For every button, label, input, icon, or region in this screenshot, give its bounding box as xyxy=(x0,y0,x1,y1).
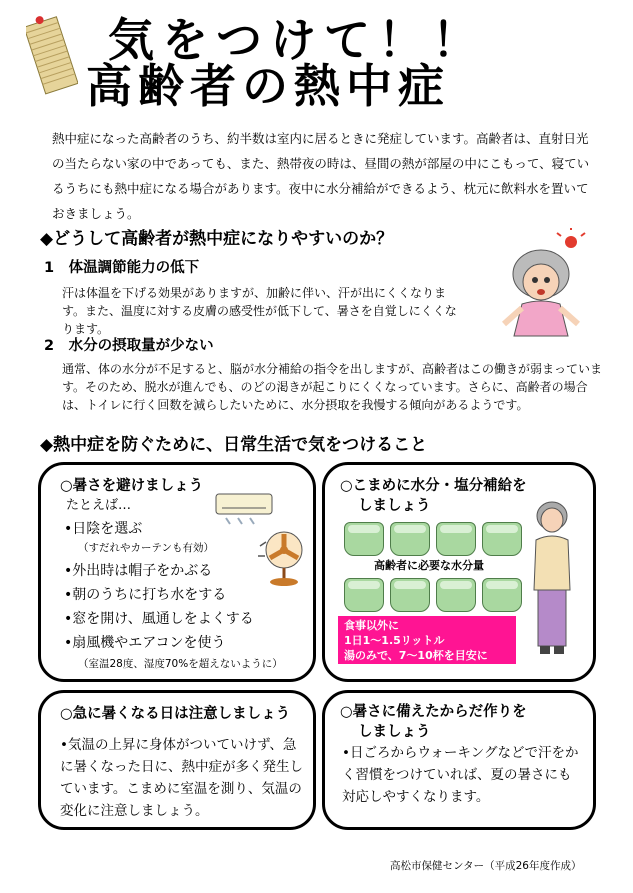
body-prep-title-line1: ○暑さに備えたからだ作りを xyxy=(340,704,527,720)
footer-credit: 高松市保健センター（平成26年度作成） xyxy=(390,860,582,872)
avoid-heat-note1: （すだれやカーテンも有効） xyxy=(78,542,214,554)
list-item: •扇風機やエアコンを使う xyxy=(64,635,226,651)
elderly-woman-standing-illustration xyxy=(524,500,580,660)
section1-item2-title: 2 水分の摂取量が少ない xyxy=(44,338,214,354)
electric-fan-icon xyxy=(256,528,308,588)
cup-icon xyxy=(344,578,384,612)
list-item: •外出時は帽子をかぶる xyxy=(64,563,213,579)
water-amount-line3: 湯のみで、7～10杯を目安に xyxy=(344,649,488,662)
body-prep-title-line2: しましょう xyxy=(358,724,431,740)
section1-item2-text: 通常、体の水分が不足すると、脳が水分補給の指令を出しますが、高齢者はこの働きが弱まっています。そのため、脱水が進んでも、のどの渇きが起こりにくくなっています。さらに、高齢者の場合は、トイレに行く回数を減らしたいために、水分摂取を我慢する傾向があるようです。 xyxy=(62,362,603,412)
cup-icon xyxy=(390,578,430,612)
water-amount-line1: 食事以外に xyxy=(344,619,399,632)
hydration-title-line2: しましょう xyxy=(358,498,431,514)
body-prep-text: •日ごろからウォーキングなどで汗をかく習慣をつけていれば、夏の暑さにも対応しやすくなります。 xyxy=(342,745,579,805)
sudare-illustration xyxy=(26,14,78,96)
avoid-heat-title: ○暑さを避けましょう xyxy=(60,478,204,494)
sudden-heat-text: •気温の上昇に身体がついていけず、急に暑くなった日に、熱中症が多く発生しています。こまめに室温を測り、気温の変化に注意しましょう。 xyxy=(60,737,303,819)
cup-icon xyxy=(482,522,522,556)
section1-heading: ◆どうして高齢者が熱中症になりやすいのか？ xyxy=(40,229,394,249)
list-item: •朝のうちに打ち水をする xyxy=(64,587,227,603)
section1-item1-text: 汗は体温を下げる効果がありますが、加齢に伴い、汗が出にくくなります。また、温度に対する皮膚の感受性が低下して、暑さを自覚しにくくなります。 xyxy=(62,286,457,336)
page-title-line1: 気をつけて！！ xyxy=(108,13,486,67)
cup-icon xyxy=(436,578,476,612)
hydration-title-line1: ○こまめに水分・塩分補給を xyxy=(340,478,527,494)
cup-icon xyxy=(482,578,522,612)
cup-icon xyxy=(436,522,476,556)
avoid-heat-note2: （室温28度、湿度70%を超えないように） xyxy=(78,658,283,670)
water-amount-panel xyxy=(338,616,516,664)
sudden-heat-title: ○急に暑くなる日は注意しましょう xyxy=(60,706,291,722)
intro-paragraph: 熱中症になった高齢者のうち、約半数は室内に居るときに発症しています。高齢者は、直射日光の当たらない家の中であっても、また、熱帯夜の時は、昼間の熱が部屋の中にこもって、寝ているうちにも熱中症になる場合があります。夜中に水分補給ができるよう、枕元に飲料水を置いておきましょう。 xyxy=(52,131,590,221)
cup-icon xyxy=(390,522,430,556)
air-conditioner-icon xyxy=(214,490,274,526)
page-title-line2: 高齢者の熱中症 xyxy=(86,59,450,113)
elderly-woman-illustration xyxy=(486,228,596,338)
avoid-heat-lead: たとえば… xyxy=(66,498,132,513)
section1-item1-title: 1 体温調節能力の低下 xyxy=(44,260,200,276)
cups-label: 高齢者に必要な水分量 xyxy=(374,559,484,572)
cup-icon xyxy=(344,522,384,556)
list-item: •日陰を選ぶ xyxy=(64,521,143,537)
section2-heading: ◆熱中症を防ぐために、日常生活で気をつけること xyxy=(40,435,428,455)
water-amount-line2: 1日1～1.5リットル xyxy=(344,634,445,647)
list-item: •窓を開け、風通しをよくする xyxy=(64,611,254,627)
